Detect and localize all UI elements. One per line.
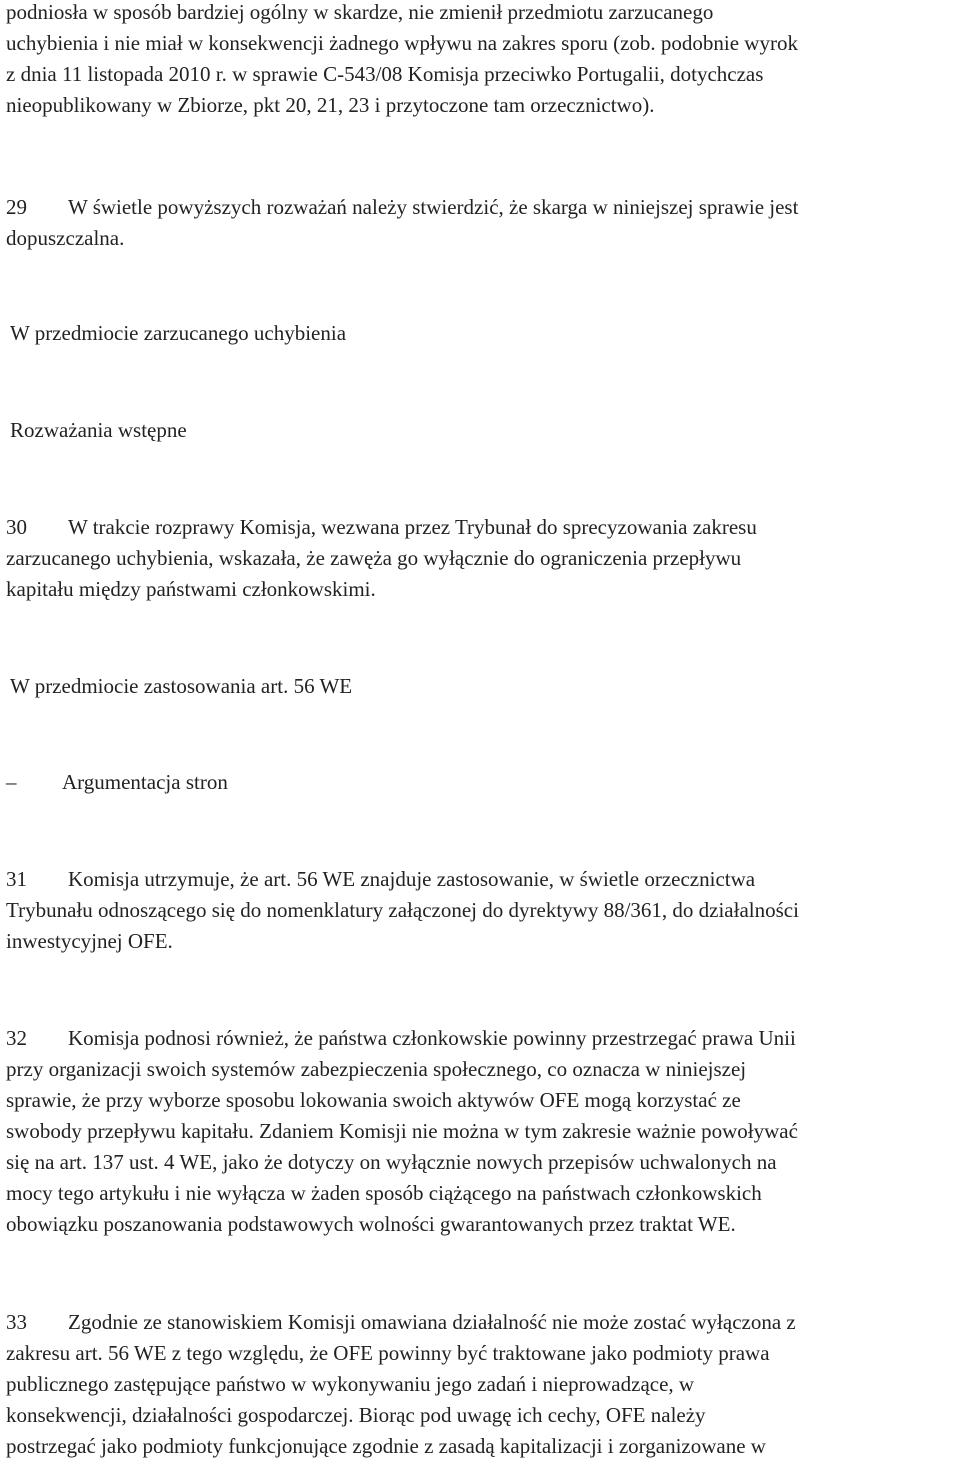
subsection-heading xyxy=(6,767,228,798)
text-line: mocy tego artykułu i nie wyłącza w żaden sposób ciążącego na państwach członkowskich xyxy=(6,1181,762,1205)
paragraph-number: 29 xyxy=(6,195,27,219)
paragraph-first-line xyxy=(6,192,956,223)
dash-marker: – xyxy=(6,770,17,794)
paragraph-text: Komisja utrzymuje, że art. 56 WE znajduje zastosowanie, w świetle orzecznictwa xyxy=(68,867,756,891)
paragraph-32 xyxy=(6,1023,956,1240)
text-line: postrzegać jako podmioty funkcjonujące zgodnie z zasadą kapitalizacji i zorganizowane w xyxy=(6,1434,766,1458)
text-line: się na art. 137 ust. 4 WE, jako że dotyczy on wyłącznie nowych przepisów uchwalonych na xyxy=(6,1150,777,1174)
paragraph-number: 32 xyxy=(6,1026,27,1050)
text-line: przy organizacji swoich systemów zabezpieczenia społecznego, co oznacza w niniejszej xyxy=(6,1057,747,1081)
text-line: dopuszczalna. xyxy=(6,226,125,250)
text-line: podniosła w sposób bardziej ogólny w skardze, nie zmienił przedmiotu zarzucanego xyxy=(6,0,714,24)
text-line: nieopublikowany w Zbiorze, pkt 20, 21, 23 i przytoczone tam orzecznictwo). xyxy=(6,93,655,117)
paragraph-number: 31 xyxy=(6,867,27,891)
paragraph-33 xyxy=(6,1307,956,1462)
text-line: swobody przepływu kapitału. Zdaniem Komisji nie można w tym zakresie ważnie powoływać xyxy=(6,1119,798,1143)
text-line: kapitału między państwami członkowskimi. xyxy=(6,577,376,601)
paragraph-first-line xyxy=(6,864,956,895)
paragraph-number: 33 xyxy=(6,1310,27,1334)
text-line: obowiązku poszanowania podstawowych wolności gwarantowanych przez traktat WE. xyxy=(6,1212,736,1236)
paragraph-first-line xyxy=(6,512,956,543)
paragraph-29 xyxy=(6,192,956,254)
text-line: inwestycyjnej OFE. xyxy=(6,929,173,953)
paragraph-text: Zgodnie ze stanowiskiem Komisji omawiana działalność nie może zostać wyłączona z xyxy=(68,1310,796,1334)
paragraph-text: Komisja podnosi również, że państwa członkowskie powinny przestrzegać prawa Unii xyxy=(68,1026,796,1050)
paragraph-text: W trakcie rozprawy Komisja, wezwana przez Trybunał do sprecyzowania zakresu xyxy=(68,515,757,539)
text-line: konsekwencji, działalności gospodarczej. Biorąc pod uwagę ich cechy, OFE należy xyxy=(6,1403,706,1427)
subsection-heading-text: Argumentacja stron xyxy=(62,770,228,794)
subsection-heading: Rozważania wstępne xyxy=(10,418,187,442)
section-heading: W przedmiocie zastosowania art. 56 WE xyxy=(10,674,353,698)
text-line: sprawie, że przy wyborze sposobu lokowania swoich aktywów OFE mogą korzystać ze xyxy=(6,1088,741,1112)
text-line: z dnia 11 listopada 2010 r. w sprawie C‑543/08 Komisja przeciwko Portugalii, dotychczas xyxy=(6,62,764,86)
text-line: publicznego zastępujące państwo w wykonywaniu jego zadań i nieprowadzące, w xyxy=(6,1372,695,1396)
text-line: zakresu art. 56 WE z tego względu, że OFE powinny być traktowane jako podmioty prawa xyxy=(6,1341,770,1365)
paragraph-first-line xyxy=(6,1023,956,1054)
paragraph-first-line xyxy=(6,1307,956,1338)
continuation-paragraph xyxy=(6,0,956,121)
paragraph-number: 30 xyxy=(6,515,27,539)
paragraph-text: W świetle powyższych rozważań należy stwierdzić, że skarga w niniejszej sprawie jest xyxy=(68,195,799,219)
paragraph-31 xyxy=(6,864,956,957)
text-line: Trybunału odnoszącego się do nomenklatury załączonej do dyrektywy 88/361, do działalności xyxy=(6,898,799,922)
paragraph-30 xyxy=(6,512,956,605)
text-line: uchybienia i nie miał w konsekwencji żadnego wpływu na zakres sporu (zob. podobnie wyrok xyxy=(6,31,798,55)
text-line: zarzucanego uchybienia, wskazała, że zawęża go wyłącznie do ograniczenia przepływu xyxy=(6,546,742,570)
section-heading: W przedmiocie zarzucanego uchybienia xyxy=(10,321,347,345)
